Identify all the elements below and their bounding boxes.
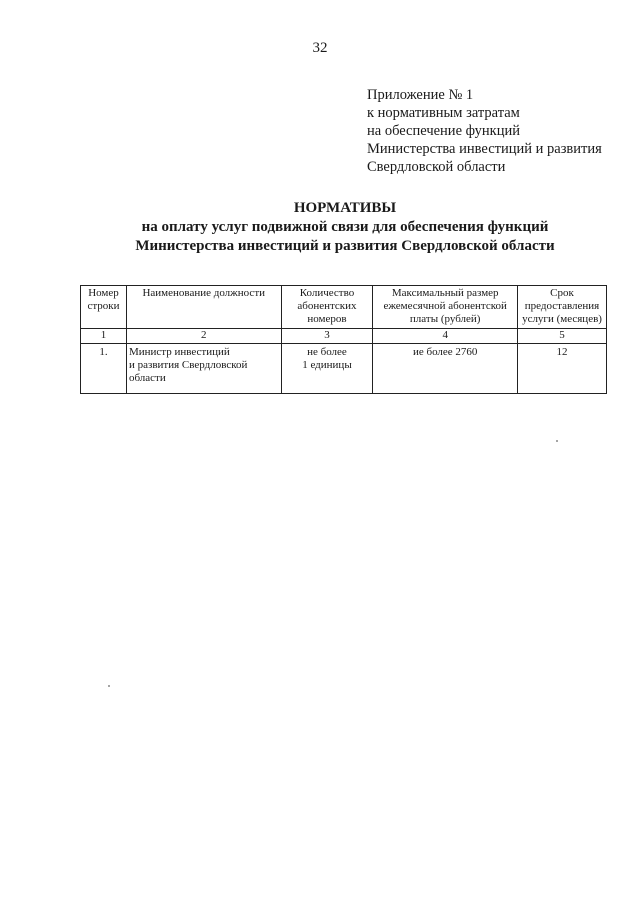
count-line: не более bbox=[307, 346, 347, 358]
scan-speck bbox=[556, 440, 558, 442]
header-count: Количество абонентских номеров bbox=[281, 286, 373, 329]
title-heading: НОРМАТИВЫ bbox=[293, 200, 397, 216]
term-cell: 12 bbox=[518, 344, 607, 394]
scan-speck bbox=[108, 685, 110, 687]
norms-table bbox=[80, 285, 607, 394]
table-row bbox=[81, 344, 607, 394]
header-row-number: Номер строки bbox=[81, 286, 127, 329]
title-subheading: на оплату услуг подвижной связи для обеспечения функций bbox=[141, 219, 549, 235]
header-max-fee: Максимальный размер ежемесячной абонентской платы (рублей) bbox=[373, 286, 518, 329]
row-number-cell: 1. bbox=[81, 344, 127, 394]
column-number: 4 bbox=[373, 329, 518, 344]
appendix-line: Министерства инвестиций и развития bbox=[367, 141, 602, 157]
header-position: Наименование должности bbox=[126, 286, 281, 329]
max-fee-cell: ие более 2760 bbox=[373, 344, 518, 394]
appendix-line: к нормативным затратам bbox=[367, 105, 520, 121]
position-cell bbox=[126, 344, 281, 394]
appendix-block bbox=[367, 86, 637, 176]
position-line: Министр инвестиций bbox=[128, 346, 230, 358]
table-header-row bbox=[81, 286, 607, 329]
page-number: 32 bbox=[312, 40, 328, 56]
count-cell bbox=[281, 344, 373, 394]
document-title bbox=[60, 199, 630, 256]
column-number: 3 bbox=[281, 329, 373, 344]
position-line: области bbox=[128, 372, 166, 384]
header-term: Срок предоставления услуги (месяцев) bbox=[518, 286, 607, 329]
position-line: и развития Свердловской bbox=[128, 359, 248, 371]
title-subheading: Министерства инвестиций и развития Свердловской области bbox=[135, 238, 555, 254]
column-number: 2 bbox=[126, 329, 281, 344]
appendix-line: Свердловской области bbox=[367, 159, 506, 175]
appendix-line: Приложение № 1 bbox=[367, 87, 474, 103]
appendix-line: на обеспечение функций bbox=[367, 123, 521, 139]
column-number: 1 bbox=[81, 329, 127, 344]
column-number-row bbox=[81, 329, 607, 344]
column-number: 5 bbox=[518, 329, 607, 344]
count-line: 1 единицы bbox=[302, 359, 352, 371]
